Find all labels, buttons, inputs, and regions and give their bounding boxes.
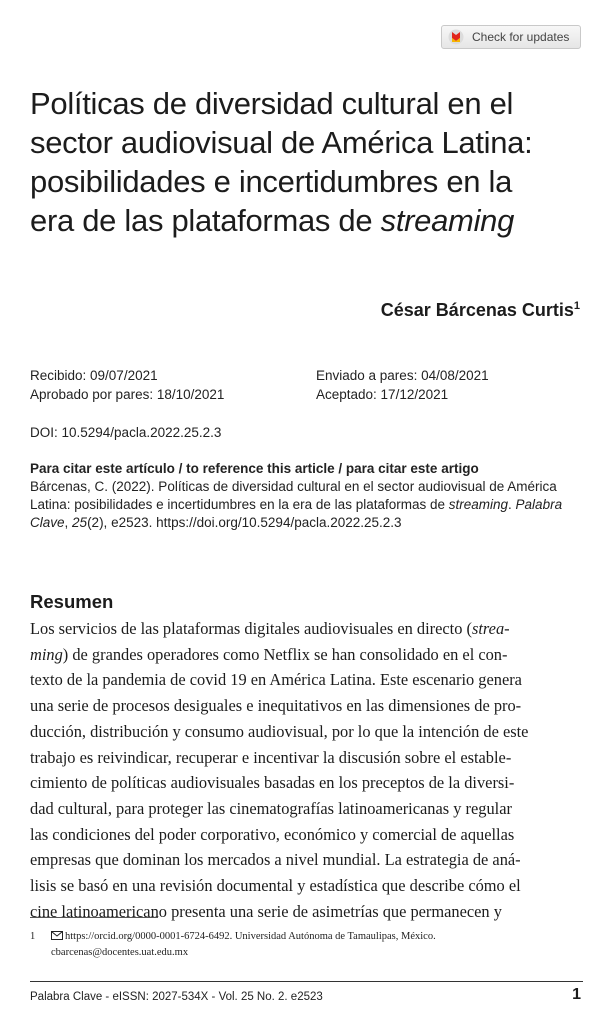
abstract-line: texto de la pandemia de covid 19 en América Latina. Este escenario genera — [30, 670, 522, 690]
abstract-line: cimiento de políticas audiovisuales basadas en los preceptos de la diversi- — [30, 773, 515, 793]
footnote-line — [51, 929, 590, 945]
author-footnote-marker: 1 — [573, 300, 580, 312]
abstract-text: ) de grandes operadores como Netflix se han consolidado en el con- — [62, 644, 508, 664]
citation-journal: Palabra — [515, 497, 563, 512]
citation-text: (2), e2523. https://doi.org/10.5294/pacla.2022.25.2.3 — [87, 515, 402, 530]
citation-heading: Para citar este artículo / to reference this article / para citar este artigo — [30, 461, 479, 476]
running-footer: Palabra Clave - eISSN: 2027-534X - Vol. 25 No. 2. e2523 — [30, 991, 323, 1003]
abstract-line: ducción, distribución y consumo audiovisual, por lo que la intención de este — [30, 721, 529, 741]
sent-to-peers-date: Enviado a pares: 04/08/2021 — [316, 368, 489, 383]
abstract-text: Los servicios de las plataformas digitales audiovisuales en directo ( — [30, 619, 472, 638]
abstract-line — [30, 616, 585, 642]
abstract-line: trabajo es reivindicar, recuperar e incentivar la discusión sobre el estable- — [30, 747, 512, 767]
title-italic-term: streaming — [380, 203, 515, 238]
abstract-italic: ming — [30, 644, 63, 664]
footnote-divider — [30, 917, 158, 918]
citation-text: . — [508, 497, 516, 512]
citation-line — [30, 496, 590, 514]
abstract-line: cine latinoamericano presenta una serie de asimetrías que permanecen y — [30, 901, 502, 921]
footnote-number: 1 — [30, 931, 36, 942]
article-title — [30, 84, 575, 240]
abstract-line: una serie de procesos desiguales e inequitativos en las dimensiones de pro- — [30, 696, 522, 716]
citation-volume: 25 — [72, 515, 88, 530]
abstract-line: dad cultural, para proteger las cinematografías latinoamericanas y regular — [30, 798, 512, 818]
page-number: 1 — [572, 986, 581, 1003]
abstract-italic: strea- — [471, 619, 510, 638]
citation-block — [30, 460, 590, 532]
footer-divider — [30, 981, 583, 982]
title-line-text: era de las plataformas de — [30, 203, 381, 238]
peer-approved-date: Aprobado por pares: 18/10/2021 — [30, 387, 225, 402]
citation-line: Bárcenas, C. (2022). Políticas de diversidad cultural en el sector audiovisual de América — [30, 479, 557, 494]
doi: DOI: 10.5294/pacla.2022.25.2.3 — [30, 425, 222, 440]
dates-left — [30, 366, 224, 404]
check-for-updates-button[interactable] — [441, 25, 581, 49]
title-line: sector audiovisual de América Latina: — [30, 125, 533, 160]
footnote-body — [51, 929, 590, 961]
received-date: Recibido: 09/07/2021 — [30, 368, 158, 383]
envelope-icon — [51, 931, 63, 940]
title-line — [30, 201, 575, 240]
author-name — [381, 300, 580, 321]
citation-italic: streaming — [448, 497, 509, 512]
abstract-line: las condiciones del poder corporativo, económico y comercial de aquellas — [30, 824, 515, 844]
citation-text: Latina: posibilidades e incertidumbres en la era de las plataformas de — [30, 497, 449, 512]
abstract-heading: Resumen — [30, 591, 114, 612]
title-line: Políticas de diversidad cultural en el — [30, 86, 514, 121]
citation-line — [30, 514, 590, 532]
orcid-link[interactable]: https://orcid.org/0000-0001-6724-6492. Universidad Autónoma de Tamaulipas, México. — [65, 931, 436, 942]
check-for-updates-label: Check for updates — [472, 30, 570, 44]
abstract-line: empresas que dominan los mercados a nivel mundial. La estrategia de aná- — [30, 850, 521, 870]
citation-journal: Clave — [30, 515, 65, 530]
abstract-line: lisis se basó en una revisión documental y estadística que describe cómo el — [30, 876, 521, 896]
author-email[interactable]: cbarcenas@docentes.uat.edu.mx — [51, 947, 189, 958]
footnote — [30, 929, 590, 961]
citation-text: , — [64, 515, 73, 530]
abstract-body — [30, 616, 585, 924]
accepted-date: Aceptado: 17/12/2021 — [316, 387, 449, 402]
author-name-text: César Bárcenas Curtis — [380, 300, 574, 320]
crossmark-icon — [448, 29, 464, 45]
title-line: posibilidades e incertidumbres en la — [30, 164, 513, 199]
dates-right — [316, 366, 489, 404]
abstract-line — [30, 642, 585, 668]
